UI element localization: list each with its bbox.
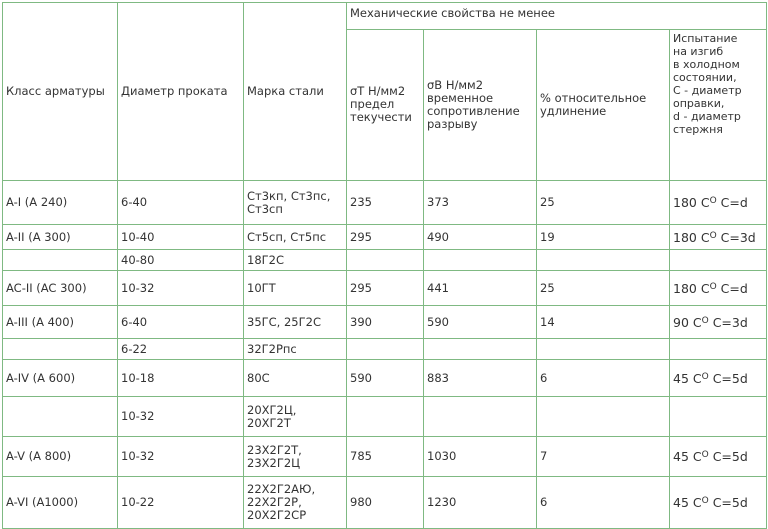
table-row xyxy=(3,477,767,529)
elongation-cell xyxy=(537,397,670,437)
yield-cell: 390 xyxy=(347,306,424,339)
steel-grade-cell: 35ГС, 25Г2С xyxy=(244,306,347,339)
bend-test-cell: 45 $C^O$ C=5d xyxy=(670,437,767,477)
class-cell xyxy=(3,397,118,437)
tensile-cell xyxy=(424,397,537,437)
bend-test-cell: 45 $C^O$ C=5d xyxy=(670,360,767,397)
yield-cell xyxy=(347,397,424,437)
diameter-cell: 40-80 xyxy=(118,250,244,271)
yield-cell: 295 xyxy=(347,225,424,250)
diameter-cell: 10-22 xyxy=(118,477,244,529)
tensile-cell xyxy=(424,250,537,271)
tensile-cell: 1030 xyxy=(424,437,537,477)
bend-test-cell: 180 $C^O$ C=3d xyxy=(670,225,767,250)
steel-grade-cell: 22Х2Г2АЮ, 22Х2Г2Р, 20Х2Г2СР xyxy=(244,477,347,529)
steel-grade-cell: 32Г2Рпс xyxy=(244,339,347,360)
elongation-cell xyxy=(537,250,670,271)
diameter-cell: 10-32 xyxy=(118,397,244,437)
header-row-group xyxy=(3,3,767,30)
class-cell: A-V (A 800) xyxy=(3,437,118,477)
yield-cell: 295 xyxy=(347,271,424,306)
bend-test-cell: 180 $C^O$ C=d xyxy=(670,181,767,225)
bend-test-cell xyxy=(670,250,767,271)
yield-cell: 980 xyxy=(347,477,424,529)
table-container xyxy=(2,2,767,529)
elongation-cell: 14 xyxy=(537,306,670,339)
yield-cell xyxy=(347,250,424,271)
tensile-cell: 441 xyxy=(424,271,537,306)
diameter-cell: 6-22 xyxy=(118,339,244,360)
tensile-cell xyxy=(424,339,537,360)
class-cell: A-VI (A1000) xyxy=(3,477,118,529)
yield-cell xyxy=(347,339,424,360)
steel-grade-cell: 18Г2С xyxy=(244,250,347,271)
header-mechanical-properties: Механические свойства не менее xyxy=(347,3,767,30)
class-cell: A-II (A 300) xyxy=(3,225,118,250)
class-cell xyxy=(3,250,118,271)
table-row xyxy=(3,437,767,477)
table-row xyxy=(3,360,767,397)
diameter-cell: 10-32 xyxy=(118,437,244,477)
yield-cell: 785 xyxy=(347,437,424,477)
table-row xyxy=(3,306,767,339)
class-cell: A-IV (A 600) xyxy=(3,360,118,397)
table-row xyxy=(3,250,767,271)
table-row xyxy=(3,181,767,225)
elongation-cell: 25 xyxy=(537,181,670,225)
diameter-cell: 6-40 xyxy=(118,181,244,225)
bend-test-cell: 45 $C^O$ C=5d xyxy=(670,477,767,529)
yield-cell: 235 xyxy=(347,181,424,225)
steel-grade-cell: 80С xyxy=(244,360,347,397)
tensile-cell: 373 xyxy=(424,181,537,225)
table-row xyxy=(3,397,767,437)
tensile-cell: 490 xyxy=(424,225,537,250)
header-bend-test: Испытание на изгиб в холодном состоянии, С - диаметр оправки, d - диаметр стержня xyxy=(670,29,767,180)
elongation-cell xyxy=(537,339,670,360)
diameter-cell: 10-18 xyxy=(118,360,244,397)
header-yield: σТ Н/мм2 предел текучести xyxy=(347,29,424,180)
elongation-cell: 19 xyxy=(537,225,670,250)
bend-test-cell: 90 $C^O$ C=3d xyxy=(670,306,767,339)
diameter-cell: 6-40 xyxy=(118,306,244,339)
header-elongation: % относительное удлинение xyxy=(537,29,670,180)
elongation-cell: 6 xyxy=(537,360,670,397)
bend-test-cell: 180 $C^O$ C=d xyxy=(670,271,767,306)
yield-cell: 590 xyxy=(347,360,424,397)
bend-test-cell xyxy=(670,339,767,360)
tensile-cell: 1230 xyxy=(424,477,537,529)
diameter-cell: 10-40 xyxy=(118,225,244,250)
header-steel-grade: Марка стали xyxy=(244,3,347,181)
class-cell: A-III (A 400) xyxy=(3,306,118,339)
elongation-cell: 7 xyxy=(537,437,670,477)
class-cell xyxy=(3,339,118,360)
diameter-cell: 10-32 xyxy=(118,271,244,306)
table-row xyxy=(3,225,767,250)
rebar-properties-table xyxy=(2,2,767,529)
steel-grade-cell: 10ГТ xyxy=(244,271,347,306)
steel-grade-cell: Ст3кп, Ст3пс, Ст3сп xyxy=(244,181,347,225)
tensile-cell: 883 xyxy=(424,360,537,397)
elongation-cell: 6 xyxy=(537,477,670,529)
elongation-cell: 25 xyxy=(537,271,670,306)
bend-test-cell xyxy=(670,397,767,437)
class-cell: A-I (A 240) xyxy=(3,181,118,225)
steel-grade-cell: Ст5сп, Ст5пс xyxy=(244,225,347,250)
steel-grade-cell: 20ХГ2Ц, 20ХГ2Т xyxy=(244,397,347,437)
table-row xyxy=(3,271,767,306)
steel-grade-cell: 23Х2Г2Т, 23Х2Г2Ц xyxy=(244,437,347,477)
table-row xyxy=(3,339,767,360)
class-cell: AC-II (AC 300) xyxy=(3,271,118,306)
tensile-cell: 590 xyxy=(424,306,537,339)
header-class: Класс арматуры xyxy=(3,3,118,181)
header-diameter: Диаметр проката xyxy=(118,3,244,181)
header-tensile: σВ Н/мм2 временное сопротивление разрыву xyxy=(424,29,537,180)
